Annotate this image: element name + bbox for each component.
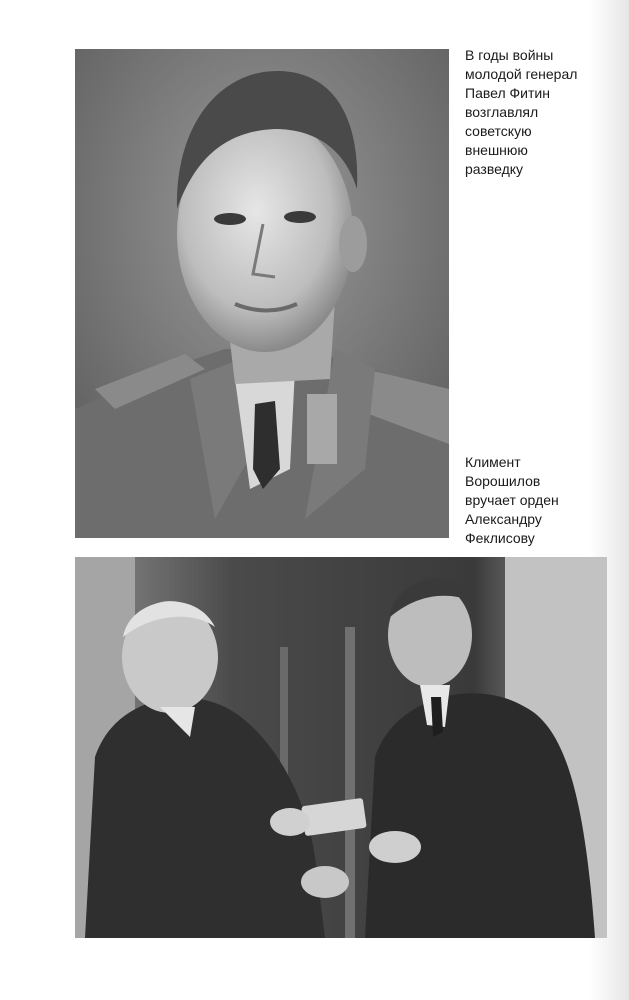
caption-line: Феклисову: [465, 530, 535, 546]
caption-line: Климент: [465, 454, 521, 470]
caption-line: внешнюю: [465, 142, 528, 158]
caption-bottom: [465, 453, 615, 548]
award-ceremony-photo: [75, 557, 607, 938]
caption-line: Александру: [465, 511, 542, 527]
caption-line: Павел Фитин: [465, 85, 550, 101]
caption-line: Ворошилов: [465, 473, 541, 489]
caption-top: [465, 46, 615, 179]
caption-line: разведку: [465, 161, 524, 177]
caption-line: вручает орден: [465, 492, 559, 508]
caption-line: В годы войны: [465, 47, 554, 63]
caption-line: возглавлял: [465, 104, 539, 120]
caption-line: советскую: [465, 123, 532, 139]
portrait-photo-general: [75, 49, 449, 538]
caption-line: молодой генерал: [465, 66, 578, 82]
